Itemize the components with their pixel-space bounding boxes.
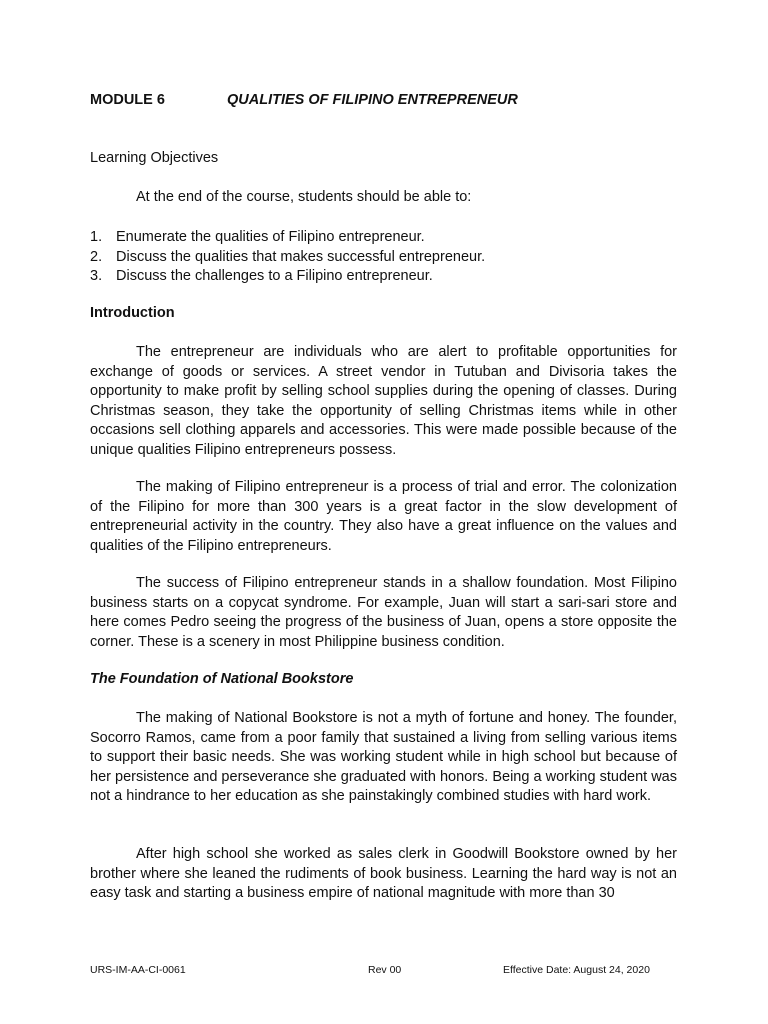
introduction-heading: Introduction (90, 305, 175, 321)
bookstore-paragraph-1: The making of National Bookstore is not a myth of fortune and honey. The founder, Socorro Ramos, came from a poor family that sustained a living from selling various items to support their basic needs. She was working student while in high school but because of her persistence and perseverance she graduated with honors. Being a working student was not a hindrance to her education as she painstakingly combined studies with hard work. (90, 710, 677, 804)
list-item-text: Discuss the challenges to a Filipino entrepreneur. (116, 268, 433, 284)
module-number: MODULE 6 (90, 92, 165, 108)
objectives-intro: At the end of the course, students should be able to: (136, 189, 472, 205)
list-item-text: Discuss the qualities that makes successful entrepreneur. (116, 248, 486, 265)
list-item-text: Enumerate the qualities of Filipino entrepreneur. (116, 229, 425, 245)
list-item-number: 2. (90, 248, 103, 265)
bookstore-heading: The Foundation of National Bookstore (90, 671, 354, 687)
footer-effective-date: Effective Date: August 24, 2020 (503, 964, 650, 976)
list-item (90, 267, 485, 287)
objectives-list (90, 228, 485, 287)
intro-paragraph-2: The making of Filipino entrepreneur is a process of trial and error. The colonization of the Filipino for more than 300 years is a great factor in the slow development of entrepreneurial activity in the country. They also have a great influence on the values and qualities of the Filipino entrepreneurs. (90, 479, 677, 554)
list-item (90, 248, 485, 268)
list-item-number: 1. (90, 229, 103, 245)
intro-paragraph-1: The entrepreneur are individuals who are alert to profitable opportunities for exchange of goods or services. A street vendor in Tutuban and Divisoria takes the opportunity to make profit by selling school supplies during the opening of classes. During Christmas season, they take the opportunity of selling Christmas items while in other occasions sell clothing apparels and accessories. This were made possible because of the unique qualities Filipino entrepreneurs possess. (90, 344, 677, 458)
module-title: QUALITIES OF FILIPINO ENTREPRENEUR (227, 92, 518, 108)
footer-revision: Rev 00 (368, 964, 402, 976)
intro-paragraph-3: The success of Filipino entrepreneur stands in a shallow foundation. Most Filipino business starts on a copycat syndrome. For example, Juan will start a sari-sari store and here comes Pedro seeing the progress of the business of Juan, opens a store opposite the corner. These is a scenery in most Philippine business condition. (90, 575, 677, 650)
footer-doc-code: URS-IM-AA-CI-0061 (90, 964, 186, 976)
list-item (90, 228, 485, 248)
list-item-number: 3. (90, 268, 103, 284)
learning-objectives-heading: Learning Objectives (90, 150, 219, 166)
bookstore-paragraph-2: After high school she worked as sales clerk in Goodwill Bookstore owned by her brother where she leaned the rudiments of book business. Learning the hard way is not an easy task and starting a business empire of national magnitude with more than 30 (90, 846, 677, 901)
